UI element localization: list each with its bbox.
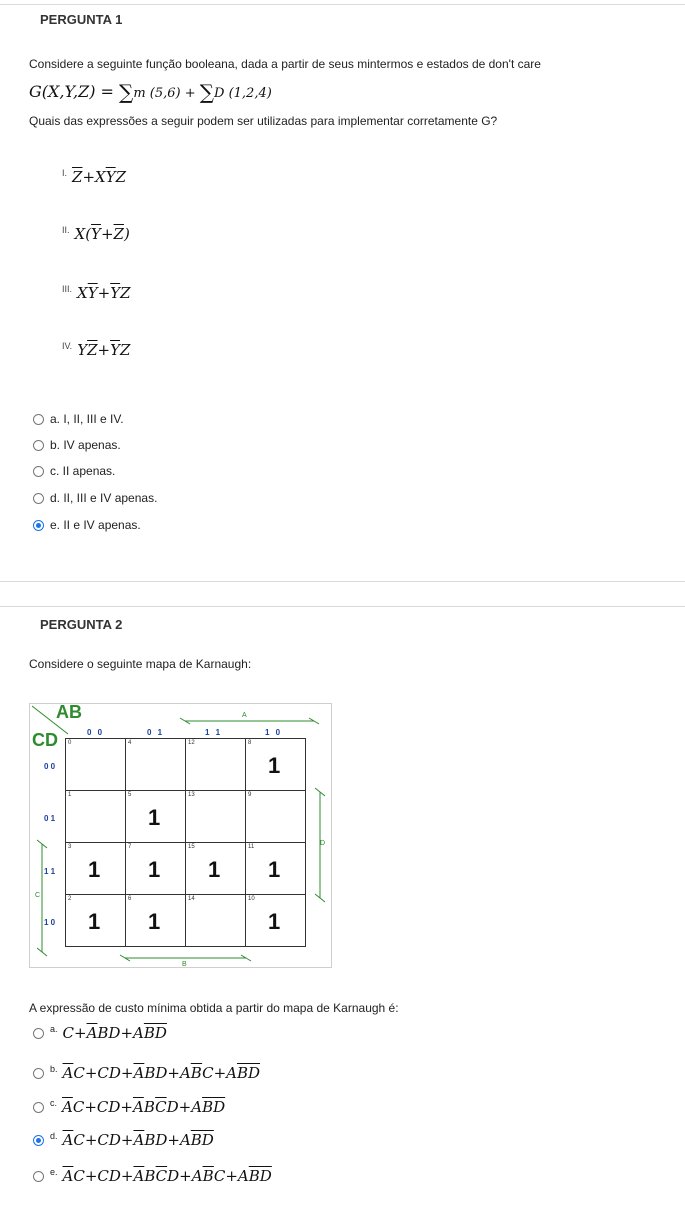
expression-item-2: $^{II.}$ $X(\overline{Y}+\overline{Z})$: [62, 225, 130, 243]
q2-option-a[interactable]: [33, 1024, 167, 1042]
kmap-cell: [185, 842, 246, 895]
kmap-cell-value: 1: [208, 857, 221, 882]
kmap-cell: [245, 894, 306, 947]
question-2-statement: Considere o seguinte mapa de Karnaugh:: [29, 657, 252, 671]
option-letter: c.: [50, 1098, 58, 1108]
radio-button[interactable]: [33, 1068, 44, 1079]
sum-symbol-2: ∑: [199, 80, 215, 104]
kmap-cell-index: 5: [128, 792, 132, 798]
radio-button[interactable]: [33, 414, 44, 425]
question-1-statement: Considere a seguinte função booleana, dada a partir de seus mintermos e estados de don't care: [29, 57, 541, 71]
option-label: d. II, III e IV apenas.: [50, 491, 158, 505]
kmap-cell-index: 3: [68, 844, 72, 850]
kmap-col-code: 1 0: [265, 728, 283, 737]
radio-button[interactable]: [33, 1171, 44, 1182]
q2-option-c[interactable]: [33, 1098, 225, 1116]
kmap-cell-index: 14: [188, 896, 195, 902]
kmap-cell-value: 1: [148, 805, 161, 830]
kmap-cell-index: 11: [248, 844, 255, 850]
kmap-cell: [65, 894, 126, 947]
question-1-prompt: Quais das expressões a seguir podem ser utilizadas para implementar corretamente G?: [29, 114, 498, 128]
function-definition: [29, 80, 272, 104]
kmap-cell-index: 8: [248, 740, 252, 746]
option-letter: a.: [50, 1024, 58, 1034]
option-expression: $\overline{A}C+CD+\overline{A}B\overline{C}D+A\overline{B}C+A\overline{BD}$: [62, 1167, 272, 1185]
kmap-cell-value: 1: [148, 909, 161, 934]
kmap-row-code: 1 1: [44, 867, 56, 876]
kmap-cell: [125, 790, 186, 843]
kmap-cell-index: 13: [188, 792, 195, 798]
q1-option-d[interactable]: [33, 491, 157, 505]
kmap-col-code: 0 1: [147, 728, 165, 737]
option-expression: $\overline{A}C+CD+\overline{A}BD+A\overline{B}C+A\overline{BD}$: [62, 1064, 261, 1082]
radio-button-selected[interactable]: [33, 520, 44, 531]
option-expression: $\overline{A}C+CD+\overline{A}B\overline{C}D+A\overline{BD}$: [62, 1098, 226, 1116]
kmap-bracket-label-b: B: [182, 961, 187, 968]
question-2-prompt: A expressão de custo mínima obtida a partir do mapa de Karnaugh é:: [29, 1001, 399, 1015]
option-letter: d.: [50, 1131, 58, 1141]
radio-button[interactable]: [33, 1028, 44, 1039]
expression-item-3: $^{III.}$ $X\overline{Y}+\overline{Y}Z$: [62, 284, 131, 302]
function-lhs: G(X,Y,Z) =: [29, 82, 120, 101]
q1-option-e[interactable]: [33, 518, 141, 532]
kmap-cell-index: 0: [68, 740, 72, 746]
kmap-cell-value: 1: [88, 909, 101, 934]
radio-button[interactable]: [33, 440, 44, 451]
option-label: c. II apenas.: [50, 464, 116, 478]
option-expression: $C+\overline{A}BD+A\overline{BD}$: [62, 1024, 167, 1042]
kmap-cell-index: 10: [248, 896, 255, 902]
kmap-cell: [245, 738, 306, 791]
kmap-cell: [125, 894, 186, 947]
section-divider: [0, 581, 685, 582]
kmap-cell: [185, 790, 246, 843]
kmap-cell: [125, 738, 186, 791]
kmap-cell-index: 2: [68, 896, 72, 902]
q1-option-a[interactable]: [33, 412, 124, 426]
expression-item-4: $^{IV.}$ $Y\overline{Z}+\overline{Y}Z$: [62, 341, 131, 359]
kmap-cell-value: 1: [148, 857, 161, 882]
item-number: IV.: [62, 341, 73, 351]
kmap-col-code: 1 1: [205, 728, 223, 737]
q1-option-b[interactable]: [33, 438, 121, 452]
option-label: a. I, II, III e IV.: [50, 412, 124, 426]
option-label: b. IV apenas.: [50, 438, 121, 452]
radio-button-selected[interactable]: [33, 1135, 44, 1146]
kmap-cell-index: 4: [128, 740, 132, 746]
item-number: I.: [62, 168, 68, 178]
kmap-cell: [125, 842, 186, 895]
kmap-cell-index: 1: [68, 792, 72, 798]
kmap-cell-value: 1: [268, 753, 281, 778]
kmap-row-code: 1 0: [44, 918, 56, 927]
radio-button[interactable]: [33, 466, 44, 477]
section-divider: [0, 606, 685, 607]
kmap-cell-value: 1: [88, 857, 101, 882]
kmap-cell-index: 12: [188, 740, 195, 746]
minterms: m (5,6) +: [133, 86, 200, 101]
kmap-cell: [65, 790, 126, 843]
kmap-cell: [65, 738, 126, 791]
top-divider: [0, 4, 685, 5]
kmap-row-code: 0 0: [44, 762, 56, 771]
kmap-cell-index: 6: [128, 896, 132, 902]
radio-button[interactable]: [33, 1102, 44, 1113]
option-label: e. II e IV apenas.: [50, 518, 141, 532]
kmap-row-code: 0 1: [44, 814, 56, 823]
kmap-cell: [185, 894, 246, 947]
kmap-row-var: CD: [32, 730, 58, 750]
kmap-col-var: AB: [56, 702, 82, 722]
q1-option-c[interactable]: [33, 464, 115, 478]
kmap-cell-index: 9: [248, 792, 252, 798]
kmap-col-code: 0 0: [87, 728, 105, 737]
kmap-grid: [65, 738, 305, 946]
q2-option-b[interactable]: [33, 1064, 260, 1082]
kmap-bracket-label-c: C: [35, 892, 41, 899]
option-letter: e.: [50, 1167, 58, 1177]
item-number: III.: [62, 284, 73, 294]
karnaugh-map: [29, 703, 332, 968]
expression-item-1: $^{I.}$ $\overline{Z}+X\overline{Y}Z$: [62, 168, 127, 186]
kmap-cell-index: 7: [128, 844, 132, 850]
kmap-cell: [185, 738, 246, 791]
kmap-cell: [65, 842, 126, 895]
sum-symbol: ∑: [119, 80, 134, 104]
option-letter: b.: [50, 1064, 58, 1074]
kmap-bracket-label-a: A: [242, 712, 247, 719]
kmap-cell: [245, 790, 306, 843]
option-expression: $\overline{A}C+CD+\overline{A}BD+A\overline{BD}$: [62, 1131, 214, 1149]
kmap-cell: [245, 842, 306, 895]
kmap-cell-index: 15: [188, 844, 195, 850]
item-number: II.: [62, 225, 70, 235]
question-1-title: PERGUNTA 1: [40, 12, 123, 27]
question-2-title: PERGUNTA 2: [40, 617, 123, 632]
dont-cares: D (1,2,4): [214, 86, 272, 101]
q2-option-e[interactable]: [33, 1167, 272, 1185]
q2-option-d[interactable]: [33, 1131, 214, 1149]
radio-button[interactable]: [33, 493, 44, 504]
kmap-bracket-label-d: D: [320, 840, 326, 847]
kmap-cell-value: 1: [268, 857, 281, 882]
kmap-cell-value: 1: [268, 909, 281, 934]
